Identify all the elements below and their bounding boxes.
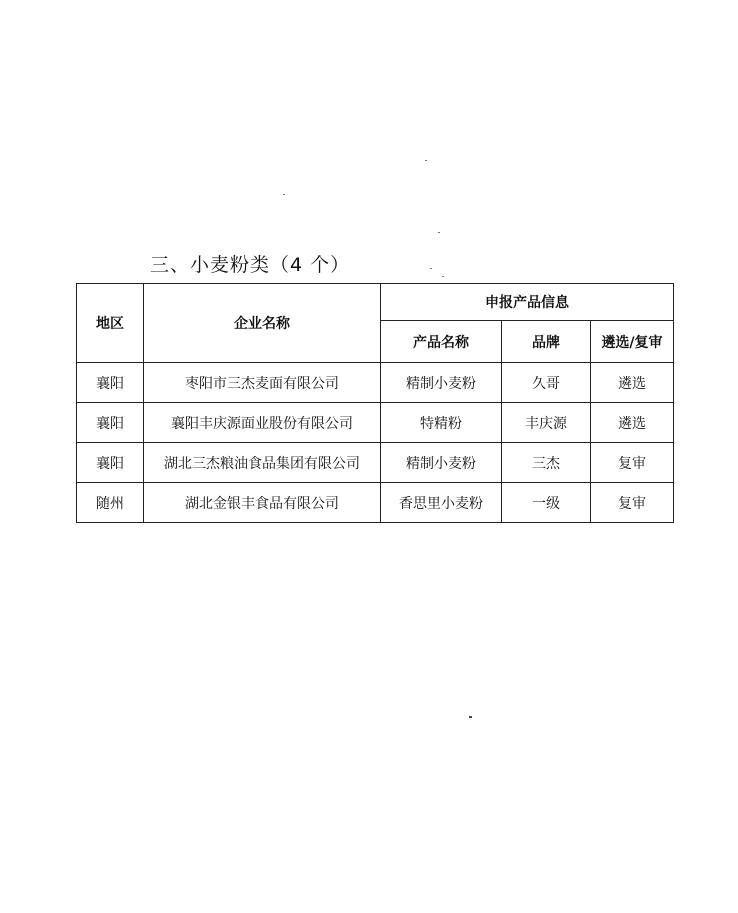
scan-speck: [442, 276, 444, 277]
header-product-name: 产品名称: [381, 321, 502, 363]
cell-brand: 三杰: [502, 443, 591, 483]
header-product-info: 申报产品信息: [381, 284, 674, 321]
product-table: [76, 283, 674, 523]
scan-speck: [283, 194, 285, 195]
section-title: 三、小麦粉类（4 个）: [150, 254, 351, 276]
scan-speck: [469, 716, 472, 718]
cell-product: 香思里小麦粉: [381, 483, 502, 523]
table-row: [77, 363, 674, 403]
cell-brand: 一级: [502, 483, 591, 523]
table-header-row: [77, 284, 674, 321]
table-row: [77, 443, 674, 483]
scan-speck: [430, 268, 432, 269]
cell-company: 湖北金银丰食品有限公司: [144, 483, 381, 523]
cell-product: 精制小麦粉: [381, 443, 502, 483]
cell-company: 襄阳丰庆源面业股份有限公司: [144, 403, 381, 443]
cell-status: 遴选: [591, 363, 674, 403]
cell-region: 襄阳: [77, 363, 144, 403]
cell-status: 遴选: [591, 403, 674, 443]
cell-product: 精制小麦粉: [381, 363, 502, 403]
header-brand: 品牌: [502, 321, 591, 363]
cell-brand: 丰庆源: [502, 403, 591, 443]
cell-company: 湖北三杰粮油食品集团有限公司: [144, 443, 381, 483]
cell-region: 随州: [77, 483, 144, 523]
header-status: 遴选/复审: [591, 321, 674, 363]
table-row: [77, 483, 674, 523]
header-company: 企业名称: [144, 284, 381, 363]
cell-region: 襄阳: [77, 403, 144, 443]
scan-speck: [438, 232, 440, 233]
cell-status: 复审: [591, 483, 674, 523]
cell-brand: 久哥: [502, 363, 591, 403]
cell-product: 特精粉: [381, 403, 502, 443]
cell-status: 复审: [591, 443, 674, 483]
header-region: 地区: [77, 284, 144, 363]
table-row: [77, 403, 674, 443]
cell-company: 枣阳市三杰麦面有限公司: [144, 363, 381, 403]
cell-region: 襄阳: [77, 443, 144, 483]
scan-speck: [425, 160, 427, 161]
